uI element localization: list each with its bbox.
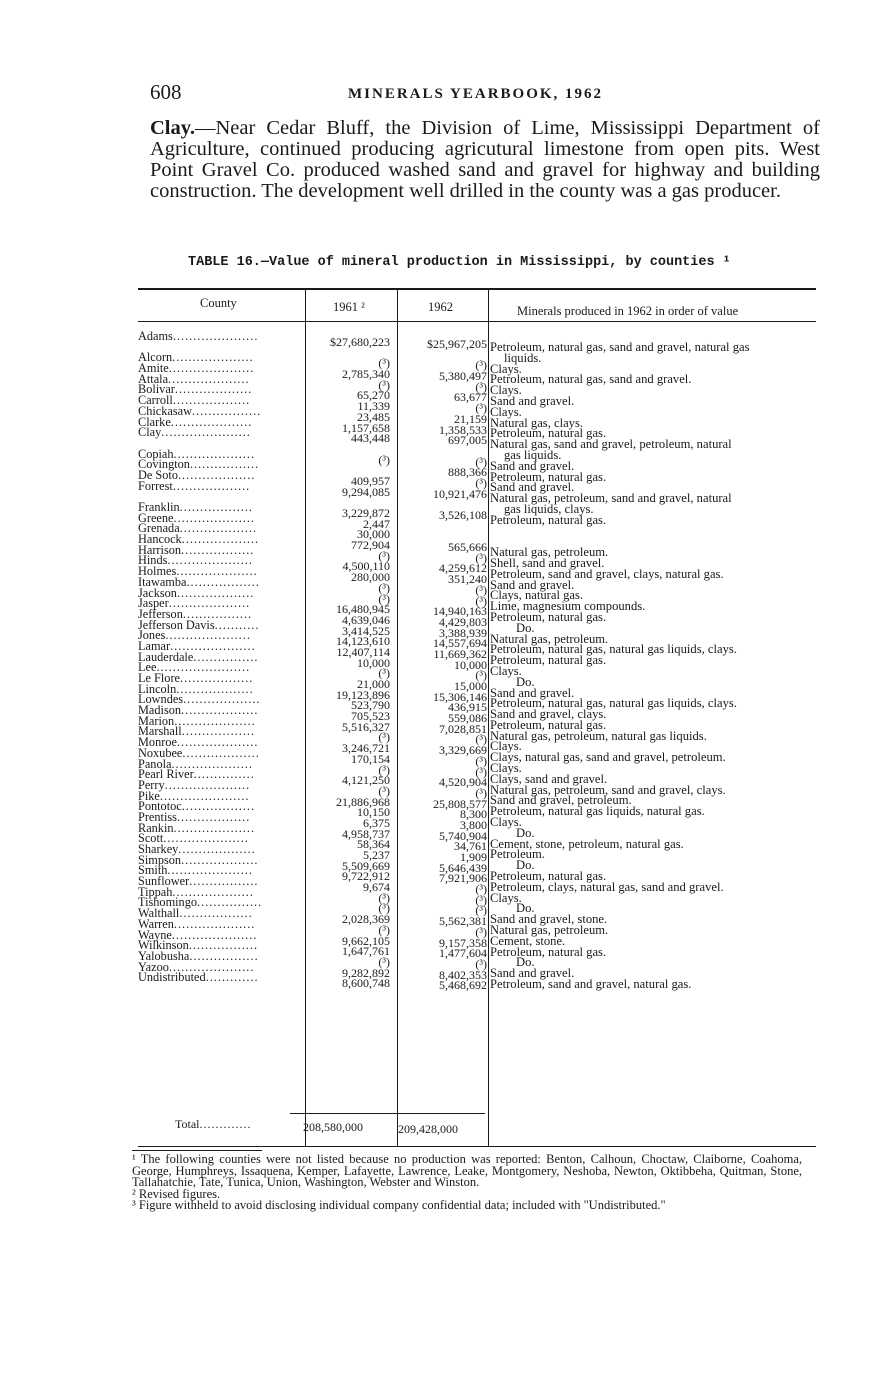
table-title: TABLE 16.—Value of mineral production in Mississippi, by counties ¹ bbox=[188, 255, 731, 270]
value-cell: (³) bbox=[378, 377, 390, 392]
values-1962-column bbox=[397, 339, 487, 991]
county-cell: Itawamba.................. bbox=[138, 574, 260, 589]
value-cell: 888,366 bbox=[448, 465, 487, 480]
county-cell: Sharkey................... bbox=[138, 842, 256, 856]
county-cell: Pontotoc.................. bbox=[138, 799, 256, 814]
value-cell: 3,329,669 bbox=[439, 743, 487, 758]
value-cell: (³) bbox=[378, 356, 390, 371]
total-rule bbox=[290, 1113, 485, 1114]
value-cell: (³) bbox=[475, 668, 487, 683]
county-cell: Harrison.................. bbox=[138, 542, 255, 557]
value-cell: 4,520,904 bbox=[439, 775, 487, 790]
minerals-cell: Petroleum, natural gas. bbox=[490, 609, 607, 624]
value-cell: $27,680,223 bbox=[330, 335, 390, 349]
minerals-cell: Do. bbox=[516, 858, 535, 873]
value-cell: 9,294,085 bbox=[342, 484, 390, 499]
minerals-cell: Petroleum, natural gas. bbox=[490, 469, 607, 484]
value-cell: (³) bbox=[378, 890, 390, 905]
county-cell: Greene.................... bbox=[138, 510, 255, 525]
value-cell bbox=[397, 350, 487, 361]
value-cell: 351,240 bbox=[448, 572, 487, 587]
minerals-cell: Clays. bbox=[490, 361, 522, 376]
minerals-cell: Sand and gravel. bbox=[490, 480, 575, 495]
county-cell: Hinds..................... bbox=[138, 553, 253, 568]
value-cell: (³) bbox=[378, 922, 390, 937]
county-cell: Lee....................... bbox=[138, 660, 251, 675]
value-cell: 30,000 bbox=[357, 527, 390, 542]
minerals-cell: Sand and gravel. bbox=[490, 458, 575, 473]
value-cell: 65,270 bbox=[357, 388, 390, 403]
minerals-cell: Clays. bbox=[490, 890, 522, 905]
county-cell: Clay...................... bbox=[138, 425, 251, 440]
minerals-cell: Do. bbox=[516, 955, 535, 970]
value-cell: (³) bbox=[378, 901, 390, 916]
value-cell: 1,358,533 bbox=[439, 422, 487, 437]
county-cell: Madison................... bbox=[138, 703, 259, 718]
minerals-cell: Petroleum, natural gas, sand and gravel. bbox=[490, 372, 692, 387]
county-cell: Jefferson................. bbox=[138, 606, 253, 621]
value-cell: (³) bbox=[475, 454, 487, 469]
header-county: County bbox=[200, 296, 237, 310]
value-cell: 3,414,525 bbox=[342, 623, 390, 638]
value-cell: 4,500,110 bbox=[342, 559, 390, 574]
value-cell: (³) bbox=[378, 452, 390, 467]
value-cell: (³) bbox=[475, 764, 487, 779]
value-cell: 3,800 bbox=[460, 817, 487, 832]
county-cell: Yazoo..................... bbox=[138, 959, 255, 974]
value-cell bbox=[397, 521, 487, 532]
minerals-cell: Petroleum, natural gas. bbox=[490, 426, 607, 441]
value-cell: 9,157,358 bbox=[439, 935, 487, 950]
county-cell: Lincoln................... bbox=[138, 681, 254, 696]
minerals-cell: Petroleum, natural gas. bbox=[490, 653, 607, 668]
value-cell: 21,000 bbox=[357, 677, 390, 691]
county-column bbox=[138, 331, 308, 983]
county-cell: Jefferson Davis........... bbox=[138, 617, 260, 632]
county-cell: Grenada................... bbox=[138, 521, 258, 536]
minerals-cell: Petroleum, natural gas, natural gas liquids, clays. bbox=[490, 642, 737, 657]
minerals-cell: Lime, magnesium compounds. bbox=[490, 599, 646, 614]
county-cell: Adams..................... bbox=[138, 329, 259, 343]
value-cell: 3,246,721 bbox=[342, 741, 390, 756]
value-cell: 9,722,912 bbox=[342, 869, 390, 884]
minerals-cell: Cement, stone, petroleum, natural gas. bbox=[490, 836, 684, 851]
value-cell: (³) bbox=[378, 730, 390, 745]
county-cell: Lauderdale................ bbox=[138, 649, 259, 664]
value-cell: 559,086 bbox=[448, 711, 487, 726]
value-cell: 19,123,896 bbox=[336, 687, 390, 702]
value-cell: 1,477,604 bbox=[439, 946, 487, 961]
value-cell: 34,761 bbox=[454, 839, 487, 854]
value-cell: (³) bbox=[475, 550, 487, 565]
footnote-3: ³ Figure withheld to avoid disclosing individual company confidential data; included with "Undistributed." bbox=[132, 1198, 666, 1212]
value-cell: $25,967,205 bbox=[427, 337, 487, 351]
value-cell: 170,154 bbox=[351, 751, 390, 766]
value-cell: 21,886,968 bbox=[336, 794, 390, 809]
value-cell: 705,523 bbox=[351, 709, 390, 724]
county-cell: Scott..................... bbox=[138, 831, 249, 846]
minerals-cell: Do. bbox=[516, 674, 535, 689]
county-cell: Pearl River............... bbox=[138, 767, 255, 782]
value-cell: (³) bbox=[475, 379, 487, 394]
value-cell: 10,000 bbox=[454, 657, 487, 672]
minerals-cell bbox=[490, 526, 820, 537]
value-cell: (³) bbox=[475, 753, 487, 768]
intro-text: —Near Cedar Bluff, the Division of Lime, Mississippi Department of Agriculture, continued producing agricutural limestone from open pits. West Point Gravel Co. produced washed sand and gravel for highway and building construction. The development well drilled in the county was a gas producer. bbox=[150, 117, 820, 202]
county-cell: Copiah.................... bbox=[138, 446, 256, 461]
value-cell: 1,157,658 bbox=[342, 420, 390, 435]
county-cell: Jasper.................... bbox=[138, 596, 251, 611]
county-cell: Noxubee................... bbox=[138, 745, 260, 760]
minerals-cell: Natural gas, petroleum, sand and gravel, clays. bbox=[490, 782, 726, 797]
minerals-cell: Clays, natural gas, sand and gravel, petroleum. bbox=[490, 750, 726, 765]
value-cell: 8,402,353 bbox=[439, 967, 487, 982]
value-cell: 9,662,105 bbox=[342, 933, 390, 948]
value-cell: (³) bbox=[378, 954, 390, 969]
value-cell: (³) bbox=[378, 783, 390, 798]
column-divider bbox=[488, 288, 489, 1146]
minerals-cell: Petroleum, sand and gravel, clays, natural gas. bbox=[490, 566, 724, 581]
county-cell: Franklin.................. bbox=[138, 500, 254, 514]
county-cell: Attala.................... bbox=[138, 371, 250, 386]
value-cell: 10,921,476 bbox=[433, 486, 487, 501]
value-cell: (³) bbox=[475, 401, 487, 416]
value-cell: 23,485 bbox=[357, 409, 390, 424]
value-cell: 3,388,939 bbox=[439, 625, 487, 640]
value-cell: 10,000 bbox=[357, 655, 390, 670]
value-cell: (³) bbox=[475, 956, 487, 971]
value-cell: 12,407,114 bbox=[336, 644, 390, 659]
value-cell: (³) bbox=[378, 762, 390, 777]
minerals-cell: Natural gas, petroleum. bbox=[490, 631, 609, 646]
value-cell: 14,940,163 bbox=[433, 604, 487, 619]
county-cell: Carroll................... bbox=[138, 393, 251, 408]
value-cell: 8,600,748 bbox=[342, 976, 390, 991]
minerals-cell: Natural gas, petroleum, natural gas liquids. bbox=[490, 728, 707, 743]
value-cell bbox=[397, 446, 487, 457]
county-cell: Undistributed............. bbox=[138, 970, 259, 985]
value-cell: 7,028,851 bbox=[439, 721, 487, 736]
minerals-cell: Petroleum, natural gas. bbox=[490, 869, 607, 884]
minerals-cell: Sand and gravel. bbox=[490, 393, 575, 408]
value-cell: 11,669,362 bbox=[433, 646, 487, 661]
minerals-cell: Natural gas, petroleum. bbox=[490, 923, 609, 938]
county-cell: Monroe.................... bbox=[138, 735, 259, 750]
minerals-cell: liquids. bbox=[504, 350, 542, 365]
value-cell: 697,005 bbox=[448, 433, 487, 448]
minerals-cell: Clays. bbox=[490, 383, 522, 398]
county-cell: Hancock................... bbox=[138, 532, 260, 547]
value-cell: 4,121,250 bbox=[342, 773, 390, 788]
value-cell: (³) bbox=[475, 358, 487, 373]
county-cell: Yalobusha................. bbox=[138, 948, 259, 963]
value-cell: 9,674 bbox=[363, 880, 390, 895]
county-cell: Amite..................... bbox=[138, 361, 255, 376]
value-cell: 4,639,046 bbox=[342, 612, 390, 627]
minerals-cell: Petroleum, natural gas. bbox=[490, 512, 607, 527]
value-cell: 2,785,340 bbox=[342, 367, 390, 382]
county-cell: Sunflower................. bbox=[138, 874, 259, 889]
minerals-cell: Sand and gravel. bbox=[490, 577, 575, 592]
county-cell: Marshall.................. bbox=[138, 724, 256, 739]
minerals-cell: Sand and gravel. bbox=[490, 685, 575, 700]
minerals-cell: Petroleum, natural gas. bbox=[490, 944, 607, 959]
county-cell: Bolivar................... bbox=[138, 382, 253, 397]
value-cell: 4,958,737 bbox=[342, 826, 390, 841]
value-cell: 10,150 bbox=[357, 805, 390, 820]
value-cell: 772,904 bbox=[351, 538, 390, 553]
county-cell: Warren.................... bbox=[138, 916, 256, 931]
value-cell: 5,740,904 bbox=[439, 828, 487, 843]
value-cell: (³) bbox=[475, 882, 487, 897]
county-cell: Panola.................... bbox=[138, 756, 253, 771]
footnotes bbox=[132, 1154, 802, 1212]
county-cell: Pike...................... bbox=[138, 788, 250, 803]
table-header-rule bbox=[138, 321, 816, 322]
header-1961: 1961 ² bbox=[333, 300, 365, 314]
footnote-1: ¹ The following counties were not listed because no production was reported: Benton, Calhoun, Choctaw, Claiborne, Coahoma, George, Humphreys, Issaquena, Kemper, Lafayette, Lawrence, Leake, Montgomery, Neshoba, Newton, Oktibbeha, Quitman, Stone, Tallahatchie, Tate, Tunica, Union, Washington, Webster and Winston. bbox=[132, 1152, 802, 1189]
value-cell: 3,229,872 bbox=[342, 506, 390, 520]
county-cell: Prentiss.................. bbox=[138, 809, 251, 824]
running-head: MINERALS YEARBOOK, 1962 bbox=[348, 86, 604, 102]
minerals-cell: Clays. bbox=[490, 739, 522, 754]
value-cell: 11,339 bbox=[357, 399, 390, 414]
value-cell: 1,647,761 bbox=[342, 944, 390, 959]
value-cell: (³) bbox=[378, 591, 390, 606]
value-cell: (³) bbox=[475, 785, 487, 800]
minerals-cell: Sand and gravel, petroleum. bbox=[490, 793, 632, 808]
minerals-cell: Do. bbox=[516, 901, 535, 916]
value-cell: 58,364 bbox=[357, 837, 390, 852]
value-cell: 16,480,945 bbox=[336, 602, 390, 617]
total-label: Total............. bbox=[175, 1117, 252, 1131]
county-cell: Smith..................... bbox=[138, 863, 253, 878]
total-1962: 209,428,000 bbox=[398, 1122, 458, 1136]
minerals-cell: Petroleum, natural gas, sand and gravel, natural gas bbox=[490, 340, 750, 354]
minerals-cell: Clays. bbox=[490, 815, 522, 830]
county-cell: Marion.................... bbox=[138, 713, 256, 728]
county-cell: Lowndes................... bbox=[138, 692, 261, 707]
county-cell: De Soto................... bbox=[138, 467, 256, 482]
minerals-cell: Sand and gravel. bbox=[490, 966, 575, 981]
intro-paragraph bbox=[150, 118, 820, 202]
value-cell: 5,646,439 bbox=[439, 860, 487, 875]
value-cell: (³) bbox=[378, 580, 390, 595]
value-cell: 63,677 bbox=[454, 390, 487, 405]
value-cell: 5,237 bbox=[363, 848, 390, 862]
county-cell: Jackson................... bbox=[138, 585, 255, 600]
minerals-cell: Sand and gravel, clays. bbox=[490, 707, 607, 722]
value-cell: (³) bbox=[475, 582, 487, 597]
minerals-cell: Petroleum, clays, natural gas, sand and gravel. bbox=[490, 879, 724, 894]
value-cell: 15,000 bbox=[454, 679, 487, 693]
value-cell bbox=[300, 444, 390, 455]
value-cell bbox=[300, 348, 390, 359]
value-cell: 25,808,577 bbox=[433, 796, 487, 811]
value-cell: 7,921,906 bbox=[439, 871, 487, 886]
header-minerals: Minerals produced in 1962 in order of value bbox=[517, 304, 739, 318]
value-cell: 565,666 bbox=[448, 540, 487, 555]
minerals-cell: gas liquids. bbox=[504, 447, 562, 462]
value-cell: 5,468,692 bbox=[439, 978, 487, 993]
value-cell: (³) bbox=[475, 903, 487, 918]
value-cell: (³) bbox=[475, 732, 487, 747]
table-bottom-rule bbox=[138, 1146, 816, 1147]
minerals-cell: Do. bbox=[516, 620, 535, 635]
county-cell: Tippah.................... bbox=[138, 884, 254, 899]
value-cell: 9,282,892 bbox=[342, 965, 390, 980]
value-cell: 5,509,669 bbox=[342, 858, 390, 873]
minerals-cell: Natural gas, petroleum. bbox=[490, 545, 609, 560]
value-cell: 523,790 bbox=[351, 698, 390, 713]
minerals-cell: Petroleum. bbox=[490, 847, 545, 862]
minerals-cell: Petroleum, sand and gravel, natural gas. bbox=[490, 977, 692, 992]
value-cell: 4,259,612 bbox=[439, 561, 487, 576]
value-cell: 14,123,610 bbox=[336, 634, 390, 649]
value-cell: 5,516,327 bbox=[342, 719, 390, 734]
value-cell: 6,375 bbox=[363, 815, 390, 830]
minerals-cell: Cement, stone. bbox=[490, 933, 566, 948]
county-cell: Covington................. bbox=[138, 457, 260, 472]
value-cell: (³) bbox=[475, 892, 487, 907]
value-cell: (³) bbox=[378, 548, 390, 563]
value-cell: 8,300 bbox=[460, 807, 487, 822]
value-cell: 4,429,803 bbox=[439, 614, 487, 629]
county-cell: Perry..................... bbox=[138, 777, 251, 792]
county-cell: Alcorn.................... bbox=[138, 350, 254, 365]
minerals-cell: Petroleum, natural gas liquids, natural gas. bbox=[490, 804, 705, 819]
page-number: 608 bbox=[150, 80, 182, 104]
county-cell: Tishomingo................ bbox=[138, 895, 263, 910]
minerals-cell: Clays. bbox=[490, 663, 522, 678]
value-cell: (³) bbox=[475, 924, 487, 939]
value-cell: 3,526,108 bbox=[439, 508, 487, 522]
value-cell: 14,557,694 bbox=[433, 636, 487, 651]
minerals-cell: Clays, natural gas. bbox=[490, 588, 584, 603]
minerals-cell: Clays. bbox=[490, 404, 522, 419]
value-cell: 409,957 bbox=[351, 473, 390, 488]
county-cell: Clarke.................... bbox=[138, 414, 253, 429]
total-1961: 208,580,000 bbox=[303, 1120, 363, 1134]
county-cell: Walthall.................. bbox=[138, 906, 253, 921]
minerals-cell: Petroleum, natural gas. bbox=[490, 717, 607, 732]
value-cell: 443,448 bbox=[351, 431, 390, 446]
value-cell: 2,028,369 bbox=[342, 912, 390, 927]
value-cell: 280,000 bbox=[351, 570, 390, 585]
intro-lead: Clay. bbox=[150, 117, 195, 139]
minerals-cell: Natural gas, clays. bbox=[490, 415, 584, 430]
value-cell: (³) bbox=[475, 593, 487, 608]
county-cell: Chickasaw................. bbox=[138, 403, 262, 418]
value-cell: 21,159 bbox=[454, 411, 487, 426]
value-cell: (³) bbox=[378, 666, 390, 681]
values-1961-column bbox=[300, 337, 390, 989]
county-cell: Holmes.................... bbox=[138, 564, 258, 579]
value-cell: 5,380,497 bbox=[439, 369, 487, 384]
minerals-cell: Natural gas, sand and gravel, petroleum, natural bbox=[490, 437, 732, 452]
value-cell: 15,306,146 bbox=[433, 689, 487, 704]
minerals-cell: Do. bbox=[516, 825, 535, 840]
footnote-2: ² Revised figures. bbox=[132, 1186, 221, 1201]
county-cell: Rankin.................... bbox=[138, 820, 256, 835]
footnote-rule bbox=[132, 1150, 262, 1151]
header-1962: 1962 bbox=[428, 300, 453, 314]
minerals-cell: Clays. bbox=[490, 761, 522, 776]
county-cell: Jones..................... bbox=[138, 628, 251, 643]
minerals-cell: Petroleum, natural gas, natural gas liquids, clays. bbox=[490, 696, 737, 711]
county-cell: Simpson................... bbox=[138, 852, 259, 867]
county-cell: Wayne..................... bbox=[138, 927, 258, 942]
value-cell: 1,909 bbox=[460, 850, 487, 864]
minerals-cell: Natural gas, petroleum, sand and gravel, natural bbox=[490, 491, 732, 506]
county-cell: Le Flore.................. bbox=[138, 671, 254, 685]
county-cell: Forrest................... bbox=[138, 478, 251, 493]
value-cell: (³) bbox=[475, 475, 487, 490]
minerals-column bbox=[490, 342, 820, 990]
minerals-cell: Sand and gravel, stone. bbox=[490, 912, 608, 927]
county-cell: Lamar..................... bbox=[138, 638, 256, 653]
county-cell: Wilkinson................. bbox=[138, 938, 259, 953]
value-cell: 2,447 bbox=[363, 516, 390, 531]
table-top-rule bbox=[138, 288, 816, 290]
value-cell: 436,915 bbox=[448, 700, 487, 715]
minerals-cell: gas liquids, clays. bbox=[504, 501, 594, 516]
minerals-cell: Shell, sand and gravel. bbox=[490, 555, 605, 570]
minerals-cell: Clays, sand and gravel. bbox=[490, 771, 608, 786]
value-cell: 5,562,381 bbox=[439, 914, 487, 929]
